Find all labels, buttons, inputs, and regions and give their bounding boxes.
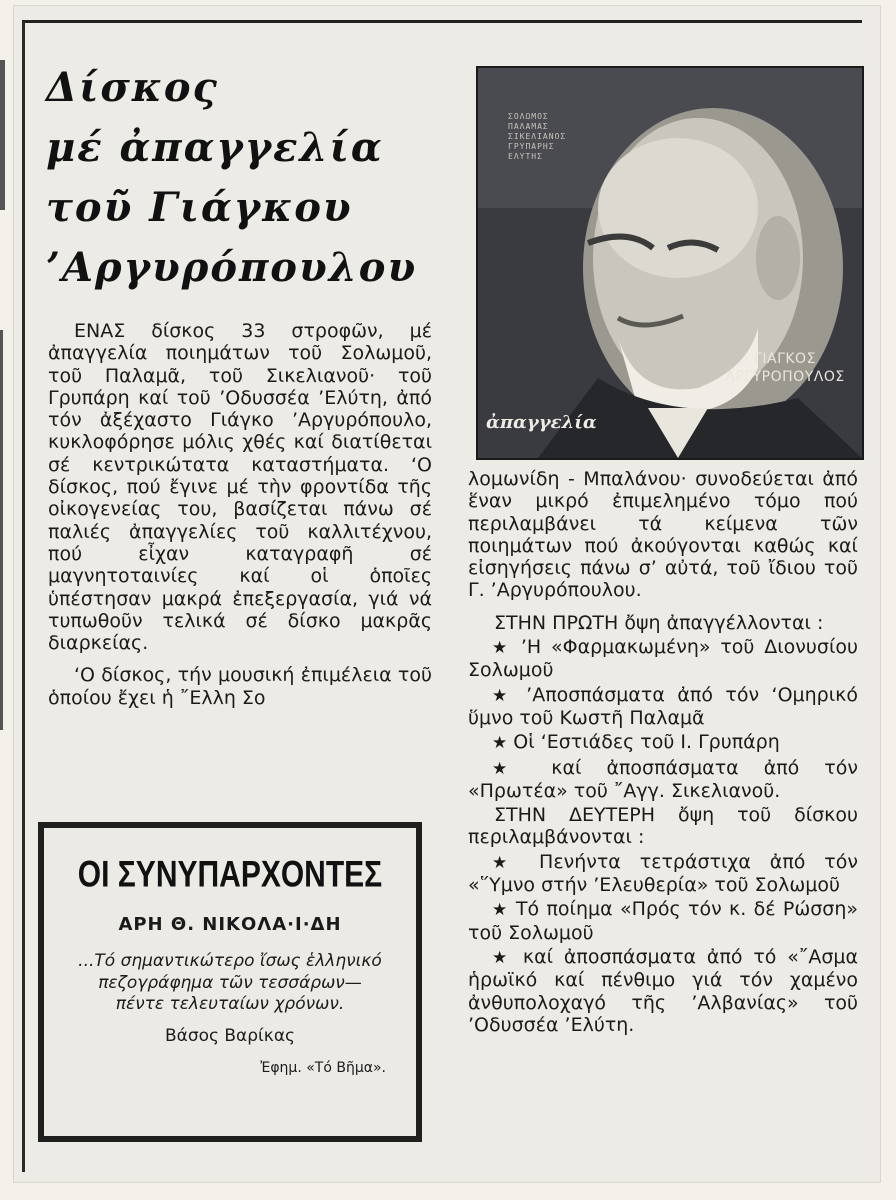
- track-title: Τό ποίημα «Πρός τόν κ. δέ Ρώσση» τοῦ Σολωμοῦ: [468, 898, 858, 944]
- cover-label: ἀπαγγελία: [486, 412, 597, 433]
- article-paragraph: ΕΝΑΣ δίσκος 33 στροφῶν, μέ ἀπαγγελία ποιημάτων τοῦ Σολωμοῦ, τοῦ Παλαμᾶ, τοῦ Σικελιανοῦ· τοῦ Γρυπάρη καί τοῦ ’Οδυσσέα ’Ελύτη, ἀπό τόν ἀξέχαστο Γιάγκο ’Αργυρόπουλο, κυκλοφόρησε μόλις χθές καί διατίθεται σέ κεντρικώτατα καταστήματα. ‘Ο δίσκος, πού ἔγινε μέ τὴν φροντίδα τῆς οἰκογενείας του, βασίζεται πάνω σέ παλιές ἀπαγγελίες τοῦ καλλιτέχνου, πού εἶχαν καταγραφῆ σέ μαγνητοταινίες καί οἱ ὁποῖες ὑπέστησαν μακρά ἐπεξεργασία, γιά νά τυπωθοῦν τελικά σέ δίσκο μακρᾶς διαρκείας.: [48, 320, 432, 655]
- cover-poet: ΣΟΛΩΜΟΣ: [508, 112, 549, 121]
- track-title: καί ἀποσπάσματα ἀπό τό «῎Ασμα ἡρωϊκό καί πένθιμο γιά τόν χαμένο ἀνθυπολοχαγό τῆς ’Αλβανίας» τοῦ ’Οδυσσέα ’Ελύτη.: [468, 945, 859, 1036]
- book-advertisement: [38, 822, 422, 1142]
- side-one-item: [468, 731, 858, 754]
- track-title: καί ἀποσπάσματα ἀπό τόν «Πρωτέα» τοῦ ῎Αγγ. Σικελιανοῦ.: [468, 756, 858, 802]
- headline-line: μέ ἀπαγγελία: [46, 124, 384, 171]
- article-column-left: [48, 320, 432, 719]
- album-cover-photo: [476, 66, 864, 460]
- star-bullet-icon: ★: [492, 733, 508, 754]
- headline-line: ’Αργυρόπουλου: [46, 244, 418, 291]
- ad-book-title: ΟΙ ΣΥΝΥΠΑΡΧΟΝΤΕΣ: [77, 853, 383, 895]
- cover-poet: ΕΛΥΤΗΣ: [508, 152, 543, 161]
- cover-poet: ΠΑΛΑΜΑΣ: [508, 122, 549, 131]
- star-bullet-icon: ★: [492, 900, 509, 921]
- ad-review-source: Ἐφημ. «Τό Βῆμα».: [260, 1059, 386, 1076]
- cover-poet-list: [508, 112, 608, 162]
- side-two-item: [468, 946, 858, 1036]
- edge-scrap: [0, 330, 3, 730]
- ad-author: ΑΡΗ Θ. ΝΙΚΟΛΑ·Ι·ΔΗ: [118, 914, 342, 935]
- cover-poet: ΓΡΥΠΑΡΗΣ: [508, 142, 555, 151]
- article-headline: [46, 58, 466, 298]
- cover-last-name: ΑΡΓΥΡΟΠΟΥΛΟΣ: [725, 369, 845, 385]
- star-bullet-icon: ★: [492, 638, 512, 659]
- side-two-heading: ΣΤΗΝ ΔΕΥΤΕΡΗ ὄψη τοῦ δίσκου περιλαμβάνονται :: [468, 804, 858, 849]
- left-column-rule: [22, 22, 25, 1172]
- ad-review-quote: ...Τό σημαντικώτερο ἴσως ἑλληνικό πεζογράφημα τῶν τεσσάρων—πέντε τελευταίων χρόνων.: [78, 951, 382, 1015]
- star-bullet-icon: ★: [492, 758, 527, 779]
- side-one-item: [468, 684, 858, 730]
- side-one-heading: ΣΤΗΝ ΠΡΩΤΗ ὄψη ἀπαγγέλλονται :: [494, 611, 824, 634]
- article-paragraph: ‘Ο δίσκος, τήν μουσική ἐπιμέλεια τοῦ ὁποίου ἔχει ἡ ῎Ελλη Σο: [48, 664, 432, 709]
- headline-line: Δίσκος: [46, 64, 219, 111]
- article-column-right: [468, 468, 858, 1038]
- side-one-item: [468, 757, 858, 803]
- star-bullet-icon: ★: [492, 685, 514, 706]
- cover-poet: ΣΙΚΕΛΙΑΝΟΣ: [508, 132, 567, 141]
- track-title: ’Αποσπάσματα ἀπό τόν ‘Ομηρικό ὕμνο τοῦ Κωστῆ Παλαμᾶ: [468, 683, 858, 729]
- track-title: Οἱ ‘Εστιάδες τοῦ Ι. Γρυπάρη: [513, 731, 780, 754]
- side-two-item: [468, 851, 858, 897]
- edge-scrap: [0, 60, 5, 210]
- cover-artist-name: [710, 350, 860, 386]
- star-bullet-icon: ★: [492, 947, 513, 968]
- side-one-item: [468, 636, 858, 682]
- cover-first-name: ΓΙΑΓΚΟΣ: [754, 351, 816, 367]
- track-title: ’Η «Φαρμακωμένη» τοῦ Διονυσίου Σολωμοῦ: [468, 636, 858, 682]
- headline-line: τοῦ Γιάγκου: [46, 184, 353, 231]
- top-rule: [22, 20, 862, 23]
- side-two-item: [468, 898, 858, 944]
- article-paragraph: λομωνίδη - Μπαλάνου· συνοδεύεται ἀπό ἕναν μικρό ἐπιμελημένο τόμο πού περιλαμβάνει τά κείμενα τῶν ποιημάτων πού ἀκούγονται καθώς καί εἰσηγήσεις πάνω σ’ αὐτά, τοῦ ἴδιου τοῦ Γ. ’Αργυρόπουλου.: [468, 468, 858, 602]
- track-title: Πενήντα τετράστιχα ἀπό τόν «῞Υμνο στήν ’Ελευθερία» τοῦ Σολωμοῦ: [468, 850, 858, 897]
- star-bullet-icon: ★: [492, 852, 521, 873]
- ad-critic-name: Βάσος Βαρίκας: [164, 1025, 296, 1046]
